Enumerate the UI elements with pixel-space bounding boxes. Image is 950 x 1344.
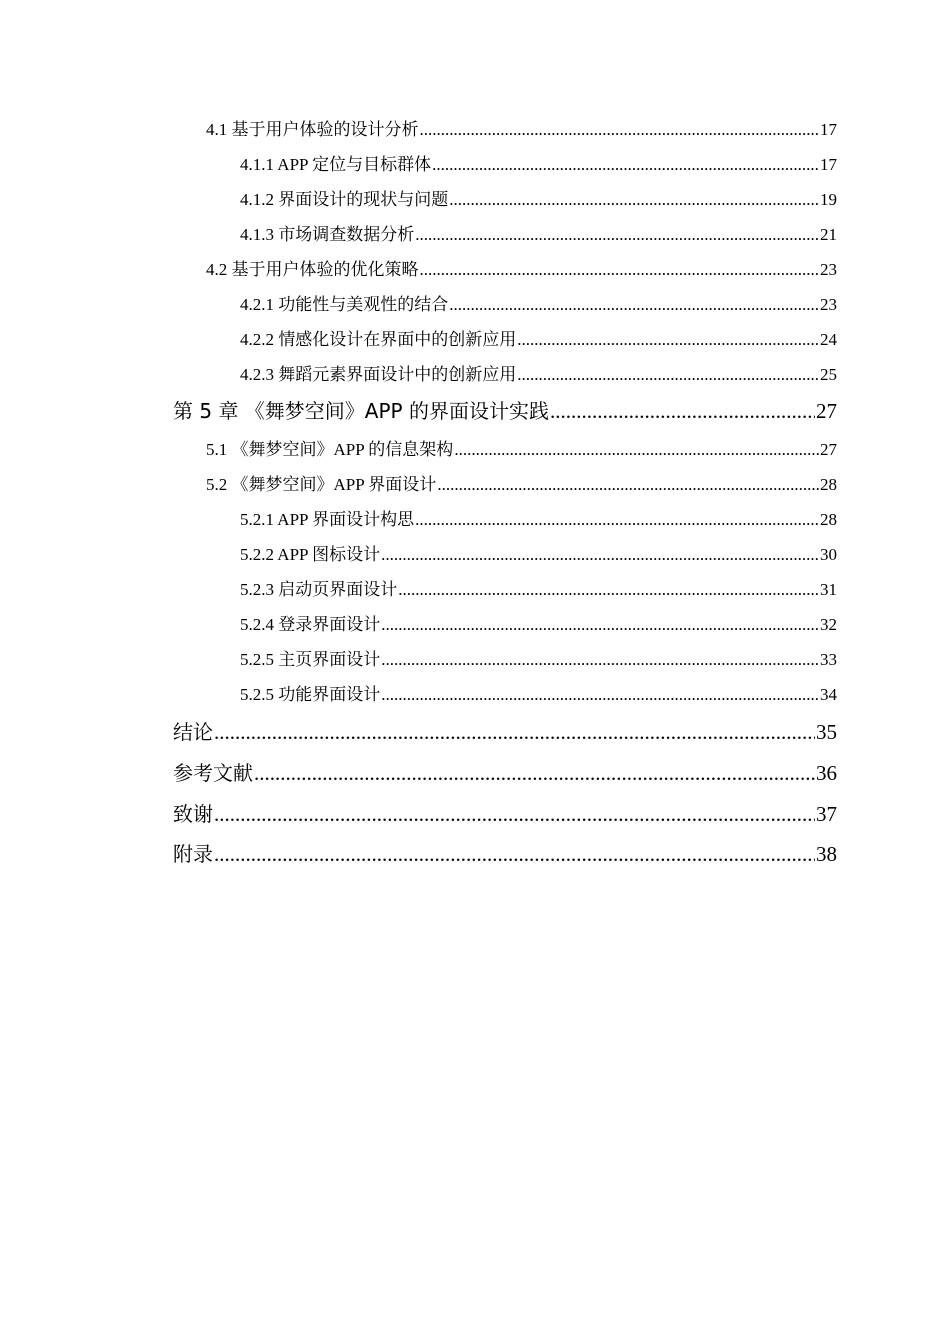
toc-entry-page: 38: [816, 842, 837, 866]
toc-entry-page: 25: [820, 365, 837, 384]
toc-entry-references[interactable]: [173, 757, 837, 786]
toc-entry-page: 21: [820, 225, 837, 244]
toc-entry-appendix[interactable]: [173, 838, 837, 867]
toc-entry-page: 28: [820, 475, 837, 494]
toc-entry-5-1[interactable]: [206, 435, 837, 460]
dot-leader: [214, 842, 815, 867]
toc-entry-5-2-2[interactable]: [240, 540, 837, 565]
toc-entry-page: 32: [820, 615, 837, 634]
toc-entry-page: 33: [820, 650, 837, 669]
dot-leader: [415, 225, 819, 245]
toc-entry-page: 23: [820, 260, 837, 279]
toc-entry-5-2-3[interactable]: [240, 575, 837, 600]
dot-leader: [550, 399, 815, 424]
dot-leader: [415, 510, 819, 530]
toc-entry-title: 5.2.4 登录界面设计: [240, 615, 381, 634]
toc-entry-4-1-1[interactable]: [240, 150, 837, 175]
toc-entry-5-2[interactable]: [206, 470, 837, 495]
toc-entry-page: 27: [820, 440, 837, 459]
toc-entry-4-1-2[interactable]: [240, 185, 837, 210]
toc-entry-title: 4.2.3 舞蹈元素界面设计中的创新应用: [240, 365, 517, 384]
dot-leader: [517, 330, 819, 350]
toc-entry-title: 参考文献: [173, 761, 253, 785]
dot-leader: [381, 650, 819, 670]
toc-entry-title: 5.1 《舞梦空间》APP 的信息架构: [206, 440, 454, 459]
toc-entry-5-2-1[interactable]: [240, 505, 837, 530]
dot-leader: [420, 120, 820, 140]
toc-entry-4-1[interactable]: [206, 115, 837, 140]
toc-entry-title: 5.2.5 主页界面设计: [240, 650, 381, 669]
toc-entry-title: 4.2.1 功能性与美观性的结合: [240, 295, 449, 314]
toc-entry-title: 5.2 《舞梦空间》APP 界面设计: [206, 475, 437, 494]
toc-entry-page: 17: [820, 120, 837, 139]
toc-entry-5-2-5-function[interactable]: [240, 680, 837, 705]
dot-leader: [254, 761, 815, 786]
toc-entry-chapter-5[interactable]: [173, 395, 837, 424]
toc-entry-title: 致谢: [173, 802, 213, 826]
dot-leader: [381, 615, 819, 635]
toc-entry-page: 31: [820, 580, 837, 599]
toc-entry-4-1-3[interactable]: [240, 220, 837, 245]
toc-entry-page: 36: [816, 761, 837, 785]
toc-entry-page: 30: [820, 545, 837, 564]
toc-entry-page: 23: [820, 295, 837, 314]
toc-entry-title: 4.2.2 情感化设计在界面中的创新应用: [240, 330, 517, 349]
dot-leader: [214, 802, 815, 827]
toc-entry-page: 17: [820, 155, 837, 174]
toc-entry-title: 结论: [173, 720, 213, 744]
toc-entry-page: 37: [816, 802, 837, 826]
toc-entry-conclusion[interactable]: [173, 716, 837, 745]
toc-entry-title: 4.2 基于用户体验的优化策略: [206, 260, 419, 279]
toc-entry-page: 28: [820, 510, 837, 529]
toc-entry-page: 24: [820, 330, 837, 349]
toc-entry-title: 4.1.3 市场调查数据分析: [240, 225, 415, 244]
dot-leader: [432, 155, 819, 175]
toc-entry-page: 35: [816, 720, 837, 744]
toc-entry-4-2-1[interactable]: [240, 290, 837, 315]
dot-leader: [449, 190, 819, 210]
dot-leader: [381, 685, 819, 705]
toc-entry-acknowledgements[interactable]: [173, 798, 837, 827]
toc-entry-5-2-5-home[interactable]: [240, 645, 837, 670]
dot-leader: [420, 260, 820, 280]
toc-entry-4-2-2[interactable]: [240, 325, 837, 350]
dot-leader: [381, 545, 819, 565]
toc-entry-title: 4.1.1 APP 定位与目标群体: [240, 155, 432, 174]
toc-entry-title: 5.2.2 APP 图标设计: [240, 545, 381, 564]
toc-entry-title: 5.2.1 APP 界面设计构思: [240, 510, 415, 529]
toc-entry-page: 27: [816, 399, 837, 423]
dot-leader: [454, 440, 819, 460]
toc-entry-title: 5.2.3 启动页界面设计: [240, 580, 398, 599]
dot-leader: [449, 295, 819, 315]
dot-leader: [517, 365, 819, 385]
toc-entry-5-2-4[interactable]: [240, 610, 837, 635]
toc-entry-4-2[interactable]: [206, 255, 837, 280]
toc-entry-title: 4.1 基于用户体验的设计分析: [206, 120, 419, 139]
toc-entry-page: 34: [820, 685, 837, 704]
toc-entry-title: 附录: [173, 842, 213, 866]
dot-leader: [398, 580, 819, 600]
toc-entry-4-2-3[interactable]: [240, 360, 837, 385]
toc-entry-page: 19: [820, 190, 837, 209]
toc-entry-title: 5.2.5 功能界面设计: [240, 685, 381, 704]
toc-entry-title: 4.1.2 界面设计的现状与问题: [240, 190, 449, 209]
dot-leader: [214, 720, 815, 745]
dot-leader: [437, 475, 819, 495]
toc-entry-title: 第 5 章 《舞梦空间》APP 的界面设计实践: [173, 399, 549, 423]
